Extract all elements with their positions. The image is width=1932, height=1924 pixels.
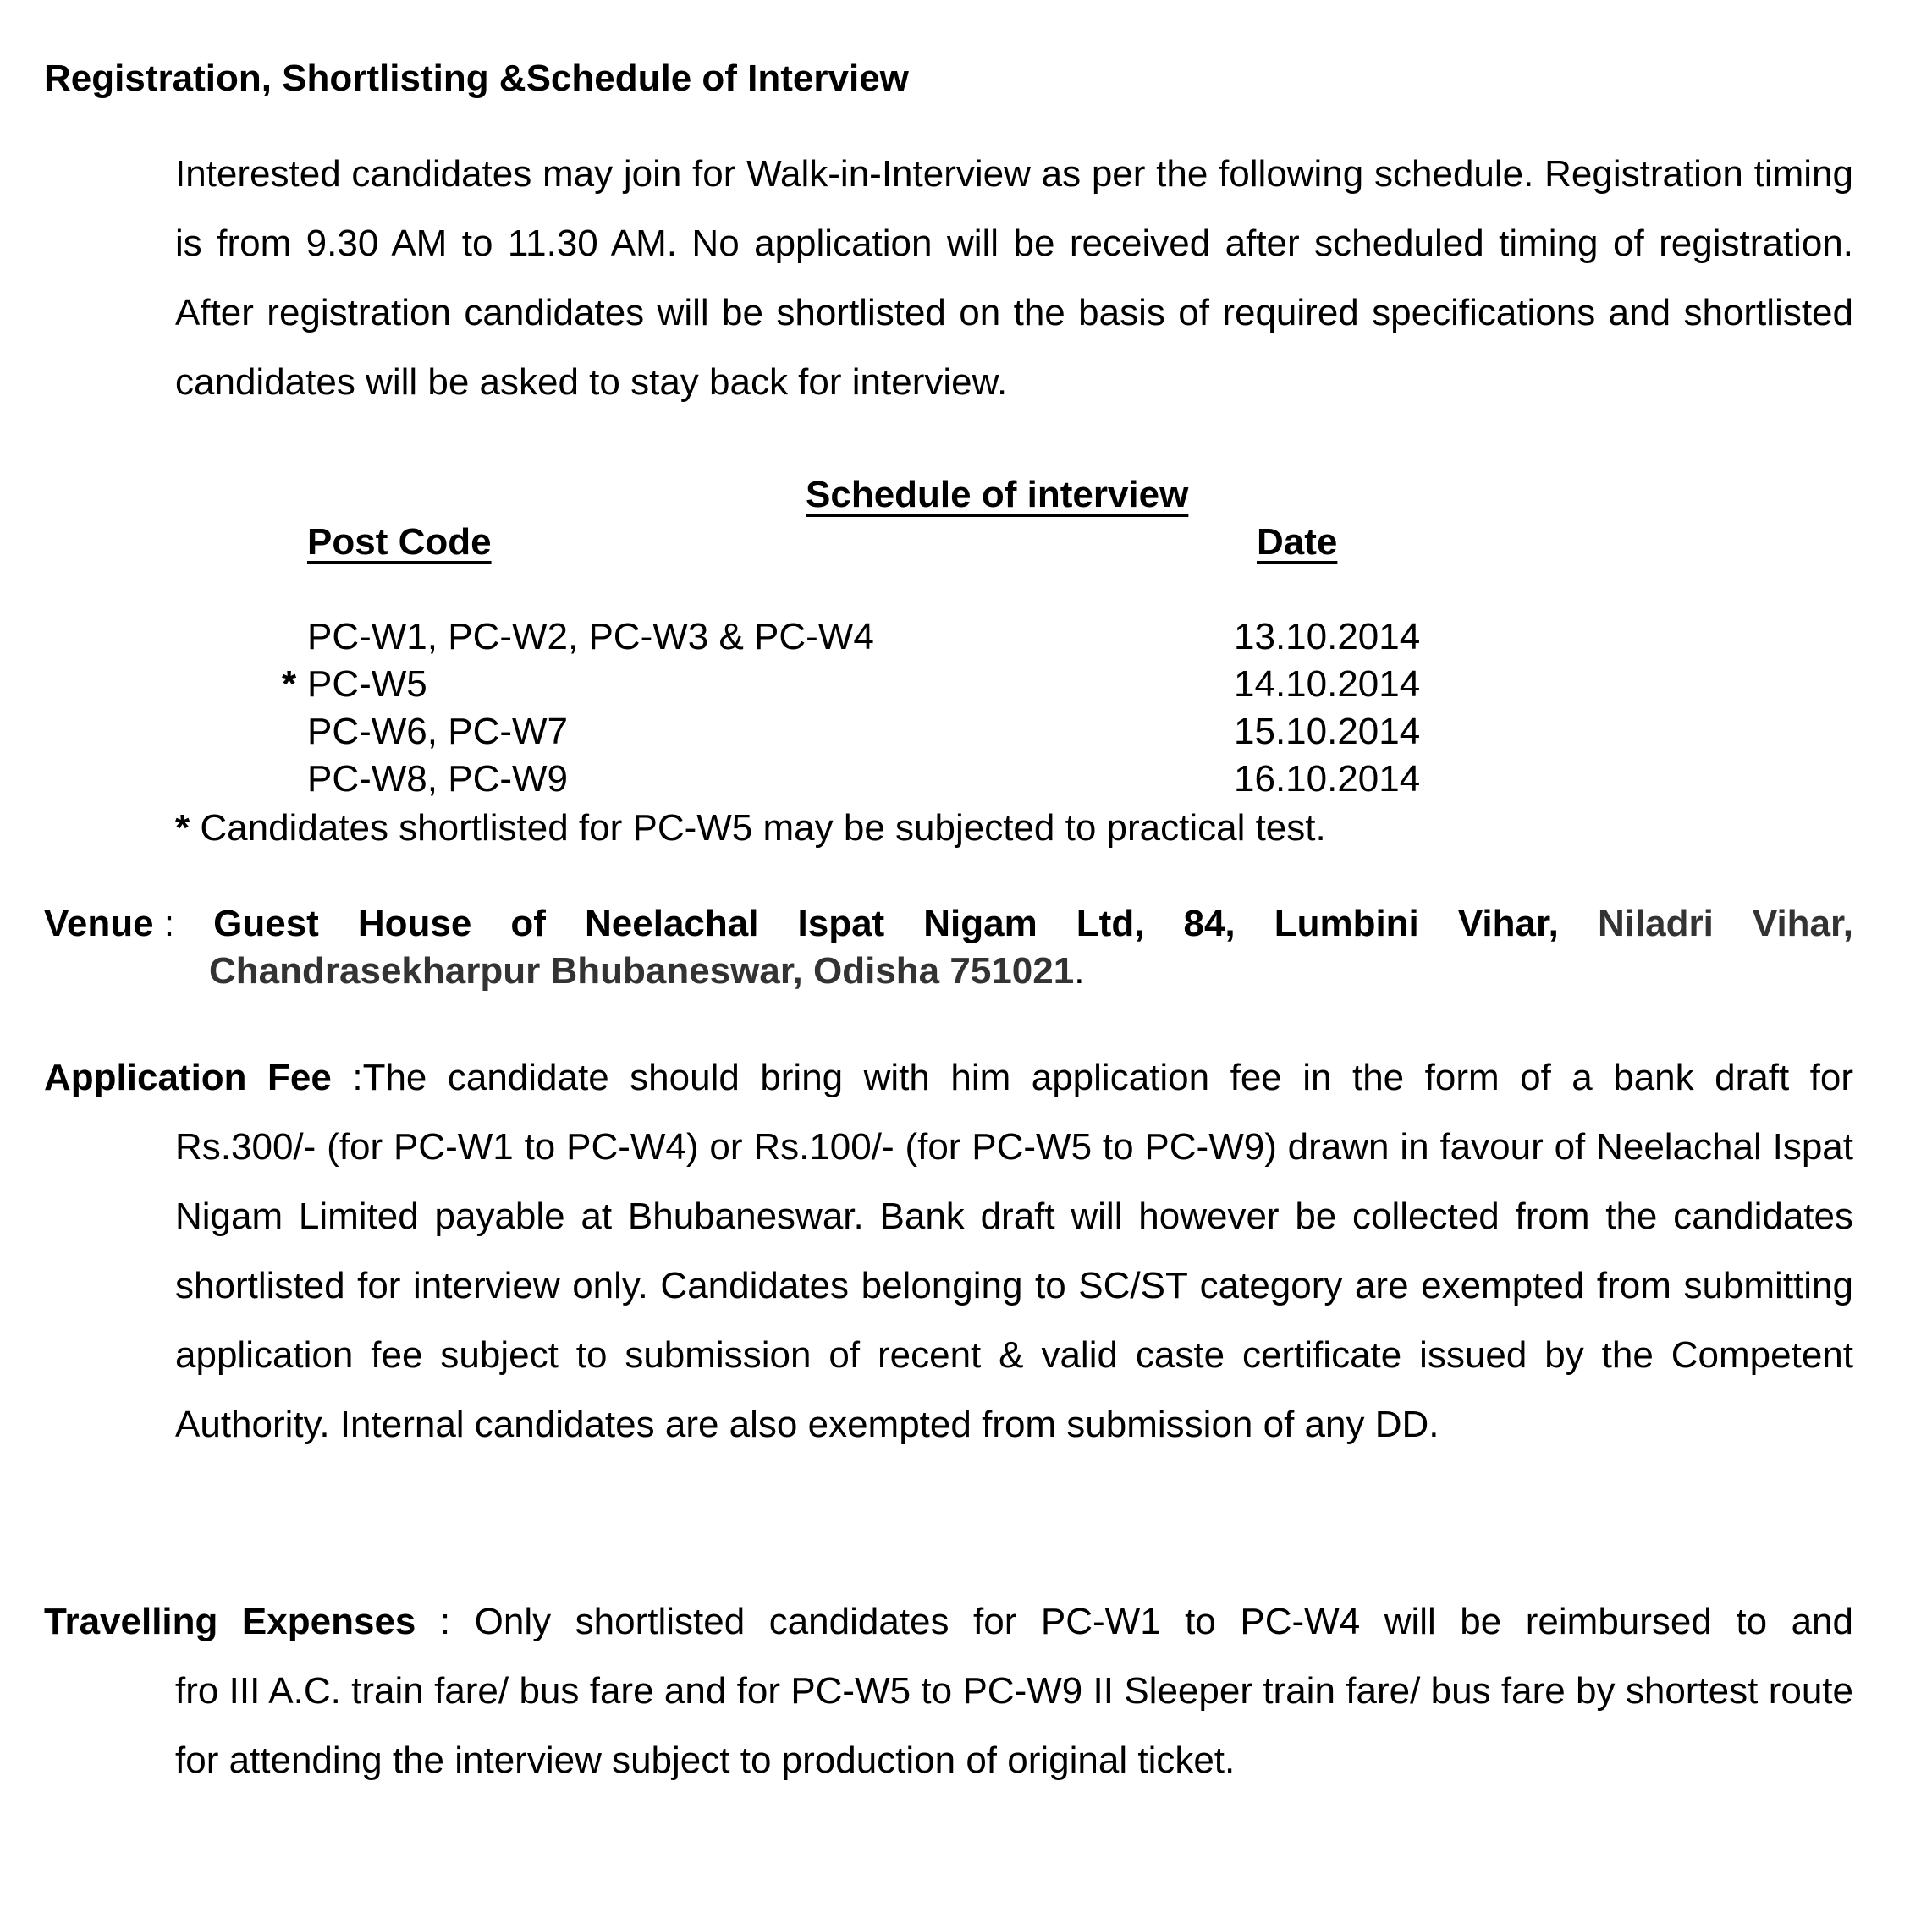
venue-word: House xyxy=(357,903,472,944)
venue-word: 84, xyxy=(1183,903,1236,944)
schedule-footnote xyxy=(175,807,1326,849)
venue-period: . xyxy=(1074,950,1085,992)
fee-first-line-text: :The candidate should bring with him application fee in the form of a bank draft for xyxy=(331,1057,1854,1098)
venue-word: Guest xyxy=(213,903,319,944)
schedule-row xyxy=(0,758,1932,805)
travel-body: fro III A.C. train fare/ bus fare and for PC-W5 to PC-W9 II Sleeper train fare/ bus fare by shortest route for attending the interview subject to production of original ticket. xyxy=(175,1670,1853,1781)
travel-label: Travelling Expenses xyxy=(44,1601,416,1642)
venue-label: Venue xyxy=(44,903,154,944)
travelling-expenses-section xyxy=(44,1587,1853,1795)
column-header-date: Date xyxy=(1257,521,1338,563)
schedule-title: Schedule of interview xyxy=(806,474,1189,515)
fee-first-line xyxy=(44,1043,1853,1113)
application-fee-section xyxy=(44,1043,1853,1459)
asterisk-marker: * xyxy=(282,663,297,705)
section-heading: Registration, Shortlisting &Schedule of Interview xyxy=(44,58,909,99)
venue-word: Nigam xyxy=(923,903,1038,944)
interview-date: 14.10.2014 xyxy=(1234,663,1421,705)
venue-line-2 xyxy=(44,948,1853,995)
venue-word: of xyxy=(510,903,546,944)
schedule-row xyxy=(0,663,1932,711)
asterisk-marker: * xyxy=(175,807,190,849)
venue-word: Ispat xyxy=(797,903,885,944)
travel-first-line-text: : Only shortlisted candidates for PC-W1 to PC-W4 will be reimbursed to and xyxy=(416,1601,1853,1642)
schedule-row xyxy=(0,616,1932,663)
interview-date: 13.10.2014 xyxy=(1234,616,1421,657)
schedule-row xyxy=(0,711,1932,758)
column-header-post-code: Post Code xyxy=(307,521,492,563)
venue-address: Chandrasekharpur Bhubaneswar, Odisha 751021 xyxy=(209,950,1075,992)
venue-separator: : xyxy=(163,903,175,944)
fee-body: Rs.300/- (for PC-W1 to PC-W4) or Rs.100/- (for PC-W5 to PC-W9) drawn in favour of Neelachal Ispat Nigam Limited payable at Bhubaneswar. Bank draft will however be collected from the candidates shortlisted for interview only. Candidates belonging to SC/ST category are exempted from submitting application fee subject to submission of recent & valid caste certificate issued by the Competent Authority. Internal candidates are also exempted from submission of any DD. xyxy=(175,1126,1853,1445)
venue-section xyxy=(44,900,1853,995)
venue-word: Vihar, xyxy=(1752,903,1853,944)
interview-date: 15.10.2014 xyxy=(1234,711,1421,752)
post-code: PC-W6, PC-W7 xyxy=(307,711,568,752)
venue-word: Lumbini xyxy=(1274,903,1419,944)
fee-label: Application Fee xyxy=(44,1057,332,1098)
venue-word: Neelachal xyxy=(585,903,759,944)
venue-word: Ltd, xyxy=(1076,903,1145,944)
venue-line-1 xyxy=(44,900,1853,948)
post-code: PC-W8, PC-W9 xyxy=(307,758,568,800)
venue-word: Niladri xyxy=(1597,903,1714,944)
venue-label-group xyxy=(44,900,174,948)
travel-first-line xyxy=(44,1587,1853,1657)
interview-date: 16.10.2014 xyxy=(1234,758,1421,800)
venue-word: Vihar, xyxy=(1457,903,1559,944)
post-code: PC-W1, PC-W2, PC-W3 & PC-W4 xyxy=(307,616,874,657)
footnote-text: Candidates shortlisted for PC-W5 may be subjected to practical test. xyxy=(190,807,1326,849)
post-code: PC-W5 xyxy=(307,663,427,705)
intro-paragraph: Interested candidates may join for Walk-in-Interview as per the following schedule. Registration timing is from 9.30 AM to 11.30 AM. No application will be received after scheduled timing of registration. After registration candidates will be shortlisted on the basis of required specifications and shortlisted candidates will be asked to stay back for interview. xyxy=(175,153,1853,403)
